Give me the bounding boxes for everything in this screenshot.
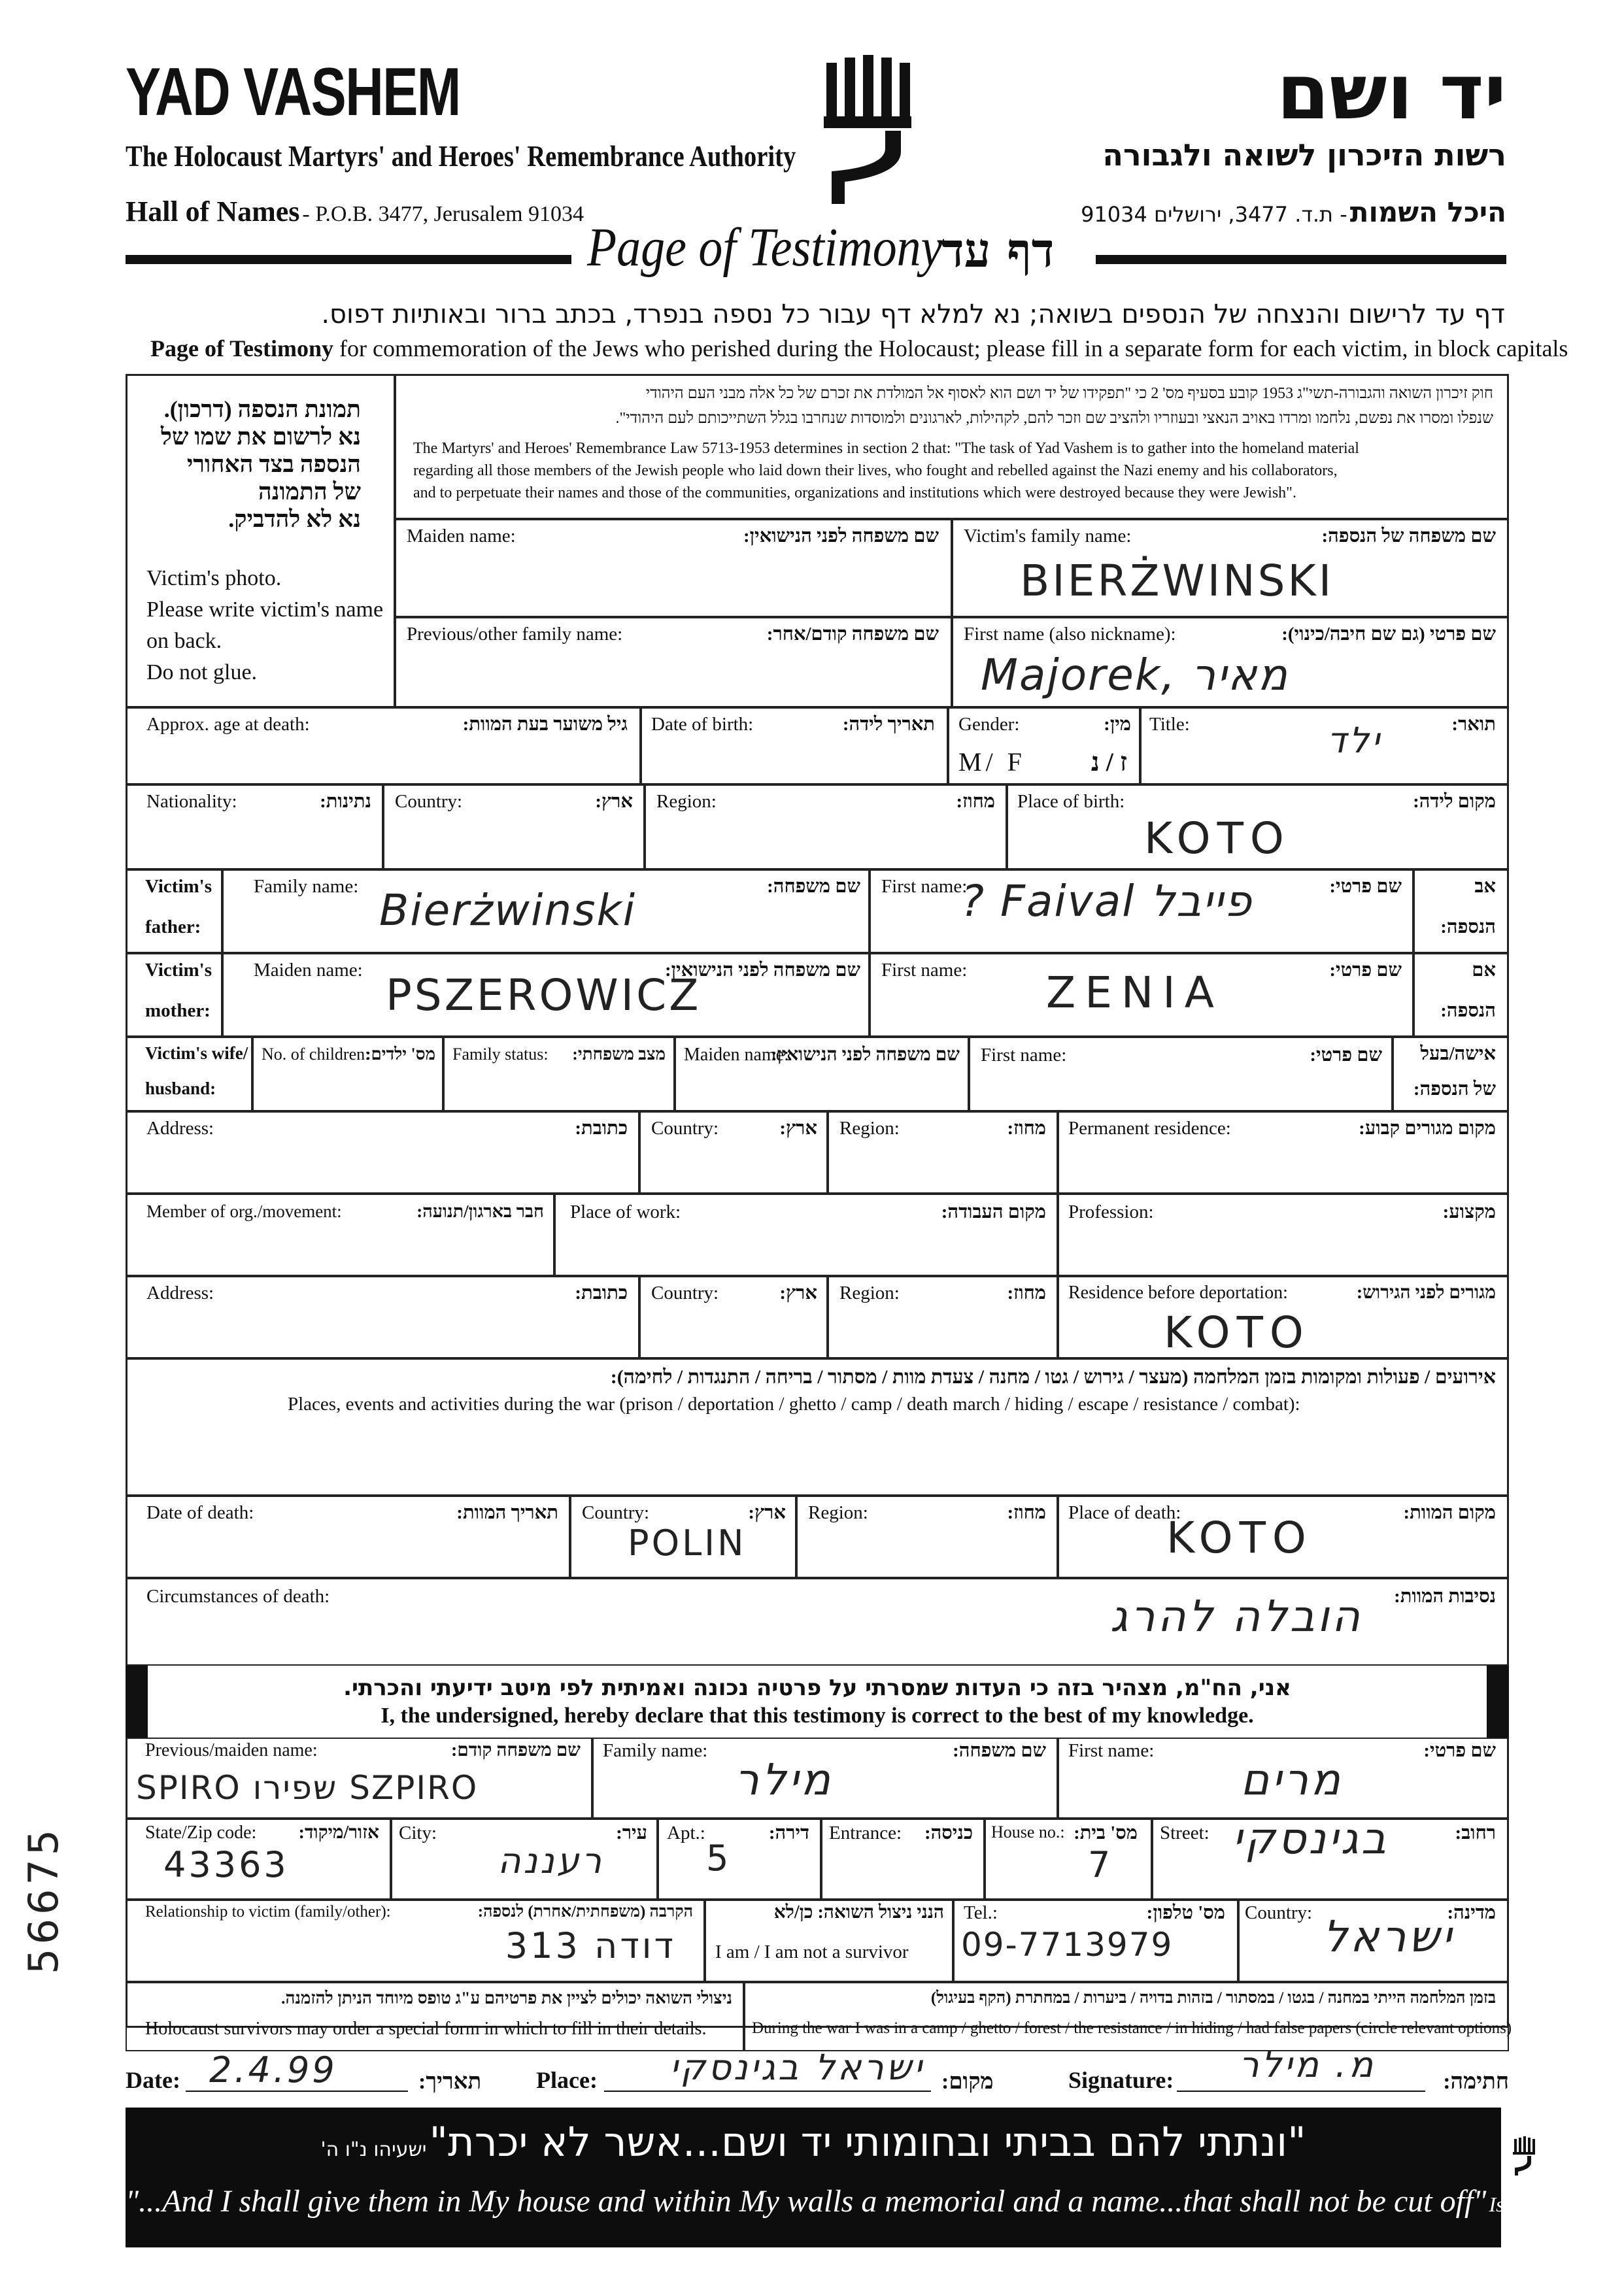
sub-city-value: רעננה	[498, 1840, 604, 1881]
date-line[interactable]	[186, 2091, 408, 2092]
page-title-en: Page of Testimony	[587, 217, 943, 278]
spouse-maiden-label: Maiden name:	[684, 1045, 789, 1065]
prev-name-label-he: שם משפחה קודם/אחר:	[766, 624, 939, 645]
address-label: Address:	[146, 1118, 214, 1139]
perm-region-label-he: מחוז:	[1007, 1118, 1046, 1139]
hall-of-names-en	[126, 195, 584, 228]
circumstances-value: הובלה להרג	[1110, 1591, 1362, 1641]
dob-label: Date of birth:	[651, 714, 754, 735]
member-label-he: חבר בארגון/תנועה:	[416, 1202, 544, 1221]
sub-prev-value: SPIRO שפירו SZPIRO	[136, 1769, 479, 1807]
spouse-tag-he-2: של הנספה:	[1413, 1079, 1496, 1100]
sub-apt-label-he: דירה:	[768, 1823, 809, 1843]
father-tag-2: father:	[145, 916, 201, 937]
place-of-birth-value: KOTO	[1144, 813, 1291, 864]
family-status-label-he: מצב משפחתי:	[572, 1045, 666, 1064]
title-label: Title:	[1149, 714, 1190, 735]
during-war-he: בזמן המלחמה הייתי במחנה / בגטו / במסתור / בזהות בדויה / ביערות / במחתרת (הקף בעיגול)	[930, 1989, 1496, 2007]
birth-country-label-he: ארץ:	[595, 791, 633, 812]
date-label: Date:	[126, 2067, 180, 2093]
birth-region-label: Region:	[656, 791, 717, 812]
nationality-label: Nationality:	[146, 791, 237, 812]
sub-house-label: House no.:	[991, 1823, 1065, 1841]
footer-quote-he	[126, 2118, 1501, 2166]
pod-value: KOTO	[1166, 1513, 1313, 1563]
hall-of-names-he	[1081, 196, 1506, 228]
footer-ref-he: ישעיהו נ"ו ה'	[320, 2138, 427, 2161]
prev-name-label: Previous/other family name:	[407, 624, 623, 645]
sub-city-label-he: עיר:	[616, 1823, 647, 1843]
survivor-label-he: הנני ניצול השואה: כן/לא	[773, 1902, 944, 1923]
authority-en: The Holocaust Martyrs' and Heroes' Remembrance Authority	[126, 139, 796, 173]
dep-country-label: Country:	[651, 1283, 719, 1303]
declaration-en: I, the undersigned, hereby declare that this testimony is correct to the best of my knowledge.	[381, 1704, 1254, 1728]
law-en-1: The Martyrs' and Heroes' Remembrance Law 5713-1953 determines in section 2 that: "The task of Yad Vashem is to gather into the homeland material	[413, 440, 1359, 457]
title-bar-left	[126, 255, 571, 264]
law-he-1: חוק זיכרון השואה והגבורה-תשי"ג 1953 קובע בסעיף מס' 2 כי "תפקידו של יד ושם הוא לאסוף אל המולדת את זכרם של כל אלה מבני העם היהודי	[645, 385, 1493, 402]
family-name-value: BIERŻWINSKI	[1020, 556, 1334, 606]
org-name-he: יד ושם	[1276, 48, 1506, 137]
gender-label: Gender:	[958, 714, 1020, 735]
sub-street-value: בגינסקי	[1232, 1813, 1389, 1864]
death-country-label: Country:	[582, 1502, 650, 1523]
spouse-first-label-he: שם פרטי:	[1310, 1045, 1382, 1066]
maiden-name-label: Maiden name:	[407, 526, 516, 546]
dep-address-label-he: כתובת:	[575, 1283, 628, 1303]
gender-label-he: מין:	[1104, 714, 1131, 735]
sub-first-label: First name:	[1068, 1740, 1155, 1761]
sub-street-label: Street:	[1160, 1823, 1210, 1843]
sub-city-label: City:	[399, 1823, 437, 1843]
sub-country-label: Country:	[1245, 1902, 1313, 1923]
photo-he-1: תמונת הנספה (דרכון).	[163, 396, 361, 422]
sub-first-label-he: שם פרטי:	[1423, 1740, 1496, 1761]
page-title-he: דף עד	[941, 222, 1055, 278]
photo-en-2: Please write victim's name	[146, 597, 384, 622]
sub-tel-label-he: מס' טלפון:	[1146, 1902, 1225, 1923]
death-region-label-he: מחוז:	[1007, 1502, 1046, 1523]
mother-maiden-label: Maiden name:	[254, 960, 363, 981]
sub-entrance-label-he: כניסה:	[924, 1823, 973, 1843]
photo-he-4: של התמונה	[258, 479, 361, 505]
hall-title: Hall of Names	[126, 195, 300, 227]
place-of-birth-label-he: מקום לידה:	[1413, 791, 1496, 812]
profession-label-he: מקצוע:	[1442, 1202, 1496, 1222]
mother-tag-he-1: אם	[1472, 960, 1496, 981]
declaration-bar-right	[1487, 1666, 1509, 1738]
perm-region-label: Region:	[839, 1118, 900, 1139]
sub-prev-label: Previous/maiden name:	[145, 1740, 318, 1760]
sub-zip-label-he: אזור/מיקוד:	[298, 1823, 379, 1843]
yad-vashem-logo	[819, 54, 917, 210]
sub-prev-label-he: שם משפחה קודם:	[450, 1740, 581, 1760]
gender-mf: M/ F	[958, 747, 1026, 777]
law-en-2: regarding all those members of the Jewish people who laid down their lives, who fought and rebelled against the Nazi enemy and his collaborators,	[413, 462, 1338, 479]
work-label: Place of work:	[570, 1202, 681, 1222]
dep-address-label: Address:	[146, 1283, 214, 1303]
work-label-he: מקום העבודה:	[941, 1202, 1046, 1222]
family-name-label-he: שם משפחה של הנספה:	[1321, 526, 1496, 546]
hall-address-he: - ת.ד. 3477, ירושלים 91034	[1081, 202, 1347, 227]
law-en-3: and to perpetuate their names and those of the communities, organizations and institutions which were destroyed because they were Jewish".	[413, 484, 1296, 501]
sub-rel-label-he: הקרבה (משפחתית/אחרת) לנספה:	[477, 1903, 693, 1921]
org-name-en: YAD VASHEM	[126, 54, 460, 130]
place-label: Place:	[536, 2067, 598, 2093]
father-tag-he-2: הנספה:	[1440, 916, 1496, 937]
title-label-he: תואר:	[1451, 714, 1496, 735]
title-value: ילד	[1327, 720, 1382, 761]
footer-logo-icon	[1513, 2136, 1535, 2176]
pod-label: Place of death:	[1068, 1502, 1181, 1523]
date-value: 2.4.99	[209, 2049, 337, 2091]
dep-country-label-he: ארץ:	[779, 1283, 817, 1303]
sub-family-label-he: שם משפחה:	[953, 1740, 1046, 1761]
law-he-2: שנפלו ומסרו את נפשם, נלחמו ומרדו באויב הנאצי ובעוזריו ולהציב שם וזכר להם, לקהילות, לארגונים ולמוסדות שנחרבו בגלל השתייכותם לעם היהודי".	[615, 410, 1493, 427]
mother-tag-1: Victim's	[145, 960, 212, 981]
profession-label: Profession:	[1068, 1202, 1154, 1222]
photo-en-4: Do not glue.	[146, 660, 258, 684]
maiden-name-label-he: שם משפחה לפני הנישואין:	[743, 526, 939, 546]
survivor-label: I am / I am not a survivor	[715, 1941, 909, 1962]
spouse-first-label: First name:	[981, 1045, 1067, 1066]
member-label: Member of org./movement:	[146, 1202, 342, 1221]
birth-region-label-he: מחוז:	[956, 791, 995, 812]
father-tag-1: Victim's	[145, 876, 212, 897]
instructions-en	[150, 335, 1568, 362]
war-events-label-he: אירועים / פעולות ומקומות בזמן המלחמה (מעצר / גירוש / גטו / מחנה / צעדת מוות / מסתור / בריחה / התנגדות / לחימה):	[610, 1366, 1496, 1388]
footer-quote-en-wrap	[126, 2183, 1591, 2219]
dep-region-label: Region:	[839, 1283, 900, 1303]
perm-country-label: Country:	[651, 1118, 719, 1139]
sub-entrance-label: Entrance:	[829, 1823, 902, 1843]
father-family-label-he: שם משפחה:	[767, 876, 860, 897]
sub-tel-value: 09-7713979	[961, 1926, 1174, 1964]
spouse-tag-1: Victim's wife/	[145, 1043, 248, 1063]
death-country-label-he: ארץ:	[748, 1502, 786, 1523]
survivor-forms-he: ניצולי השואה יכולים לציין את פרטיהם ע"ג טופס מיוחד הניתן להזמנה.	[281, 1989, 732, 2008]
margin-number: 56675	[20, 1825, 67, 1974]
hall-address: - P.O.B. 3477, Jerusalem 91034	[302, 202, 584, 226]
instructions-en-rest: for commemoration of the Jews who perished during the Holocaust; please fill in a separate form for each victim, in block capitals	[333, 335, 1568, 361]
signature-label-he: חתימה:	[1443, 2070, 1509, 2094]
photo-he-2: נא לרשום את שמו של	[161, 424, 361, 450]
authority-he: רשות הזיכרון לשואה ולגבורה	[1102, 137, 1506, 173]
children-label: No. of children:	[262, 1045, 370, 1064]
family-name-label: Victim's family name:	[964, 526, 1132, 546]
sub-family-label: Family name:	[603, 1740, 708, 1761]
father-first-label-he: שם פרטי:	[1329, 876, 1402, 897]
spouse-tag-he-1: אישה/בעל	[1420, 1043, 1496, 1064]
signature-label: Signature:	[1068, 2067, 1174, 2093]
spouse-maiden-label-he: שם משפחה לפני הנישואין:	[771, 1045, 960, 1065]
declaration-bar-left	[126, 1666, 148, 1738]
pod-label-he: מקום המוות:	[1403, 1502, 1496, 1523]
sub-rel-value: דודה 313	[505, 1925, 676, 1966]
dod-label-he: תאריך המוות:	[456, 1502, 558, 1523]
hall-title-he: היכל השמות	[1349, 196, 1506, 228]
place-of-birth-label: Place of birth:	[1017, 791, 1125, 812]
dod-label: Date of death:	[146, 1502, 254, 1523]
dep-res-value: KOTO	[1164, 1307, 1310, 1358]
family-status-label: Family status:	[452, 1045, 549, 1064]
photo-he-3: הנספה בצד האחורי	[186, 451, 361, 477]
birth-country-label: Country:	[395, 791, 463, 812]
footer-ref-en: Isaiah, 56:5	[1489, 2193, 1591, 2216]
mother-tag-2: mother:	[145, 1000, 211, 1021]
sub-country-label-he: מדינה:	[1447, 1902, 1496, 1923]
gender-zn: ז / נ	[1091, 747, 1127, 777]
father-first-value: ? Faival פייבל	[961, 876, 1253, 926]
sub-first-value: מרים	[1240, 1755, 1343, 1805]
survivor-forms-en: Holocaust survivors may order a special form in which to fill in their details.	[145, 2019, 707, 2039]
mother-first-label-he: שם פרטי:	[1329, 960, 1402, 981]
perm-res-label: Permanent residence:	[1068, 1118, 1231, 1139]
sub-rel-label: Relationship to victim (family/other):	[145, 1903, 391, 1921]
dep-res-label-he: מגורים לפני הגירוש:	[1356, 1283, 1496, 1303]
footer-quote-he-text: "ונתתי להם בביתי ובחומותי יד ושם...אשר לא יכרת"	[429, 2118, 1306, 2166]
nationality-label-he: נתינות:	[320, 791, 371, 812]
title-bar-right	[1096, 255, 1506, 264]
sub-apt-value: 5	[706, 1838, 732, 1879]
mother-first-value: ZENIA	[1046, 967, 1223, 1018]
father-family-value: Bierżwinski	[379, 885, 637, 935]
place-label-he: מקום:	[941, 2070, 994, 2094]
photo-he-5: נא לא להדביק.	[228, 506, 361, 532]
sub-family-value: מילר	[734, 1755, 833, 1805]
father-first-label: First name:	[881, 876, 968, 897]
place-value: ישראל בגינסקי	[669, 2047, 924, 2088]
instructions-he: דף עד לרישום והנצחה של הנספים בשואה; נא למלא דף עבור כל נספה בנפרד, בכתב ברור ובאותיות דפוס.	[321, 299, 1505, 329]
dep-region-label-he: מחוז:	[1007, 1283, 1046, 1303]
perm-res-label-he: מקום מגורים קבוע:	[1359, 1118, 1496, 1139]
mother-maiden-label-he: שם משפחה לפני הנישואין:	[664, 960, 860, 981]
dep-res-label: Residence before deportation:	[1068, 1283, 1288, 1303]
date-label-he: תאריך:	[418, 2070, 482, 2094]
during-war-en: During the war I was in a camp / ghetto / forest / the resistance / in hiding / had false papers (circle relevant options)	[752, 2019, 1512, 2037]
first-name-label-he: שם פרטי (גם שם חיבה/כינוי):	[1281, 624, 1496, 645]
sub-house-label-he: מס' בית:	[1074, 1823, 1138, 1843]
war-events-label: Places, events and activities during the war (prison / deportation / ghetto / camp / death march / hiding / escape / resistance / combat):	[288, 1394, 1300, 1415]
children-label-he: מס' ילדים:	[365, 1045, 435, 1064]
photo-en-1: Victim's photo.	[146, 566, 282, 590]
perm-country-label-he: ארץ:	[779, 1118, 817, 1139]
sub-house-value: 7	[1088, 1844, 1113, 1885]
mother-tag-he-2: הנספה:	[1440, 1000, 1496, 1021]
signature-value: מ. מילר	[1239, 2044, 1376, 2085]
sub-tel-label: Tel.:	[964, 1902, 998, 1923]
father-tag-he-1: אב	[1474, 876, 1496, 897]
instructions-en-bold: Page of Testimony	[150, 335, 334, 361]
address-label-he: כתובת:	[575, 1118, 628, 1139]
sub-street-label-he: רחוב:	[1455, 1823, 1496, 1843]
sub-apt-label: Apt.:	[667, 1823, 705, 1843]
father-family-label: Family name:	[254, 876, 359, 897]
age-label-he: גיל משוער בעת המוות:	[462, 714, 628, 735]
mother-maiden-value: PSZEROWICZ	[386, 970, 702, 1020]
photo-en-3: on back.	[146, 629, 222, 653]
mother-first-label: First name:	[881, 960, 968, 981]
spouse-tag-2: husband:	[145, 1079, 216, 1098]
death-region-label: Region:	[808, 1502, 868, 1523]
circumstances-label: Circumstances of death:	[146, 1586, 330, 1607]
age-label: Approx. age at death:	[146, 714, 310, 735]
first-name-value: Majorek, מאיר	[981, 650, 1289, 700]
circumstances-label-he: נסיבות המוות:	[1394, 1586, 1496, 1607]
sub-country-value: ישראל	[1323, 1911, 1454, 1962]
sub-zip-value: 43363	[163, 1844, 289, 1885]
death-country-value: POLIN	[628, 1522, 747, 1564]
place-line[interactable]	[604, 2091, 931, 2092]
declaration-he: אני, הח"מ, מצהיר בזה כי העדות שמסרתי על פרטיה נכונה ואמיתית לפי מיטב ידיעתי והכרתי.	[343, 1675, 1291, 1701]
dob-label-he: תאריך לידה:	[842, 714, 935, 735]
signature-line[interactable]	[1177, 2091, 1425, 2092]
sub-zip-label: State/Zip code:	[145, 1823, 257, 1843]
footer-quote-en: "...And I shall give them in My house and within My walls a memorial and a name...that shall not be cut off"	[126, 2184, 1487, 2219]
first-name-label: First name (also nickname):	[964, 624, 1176, 645]
